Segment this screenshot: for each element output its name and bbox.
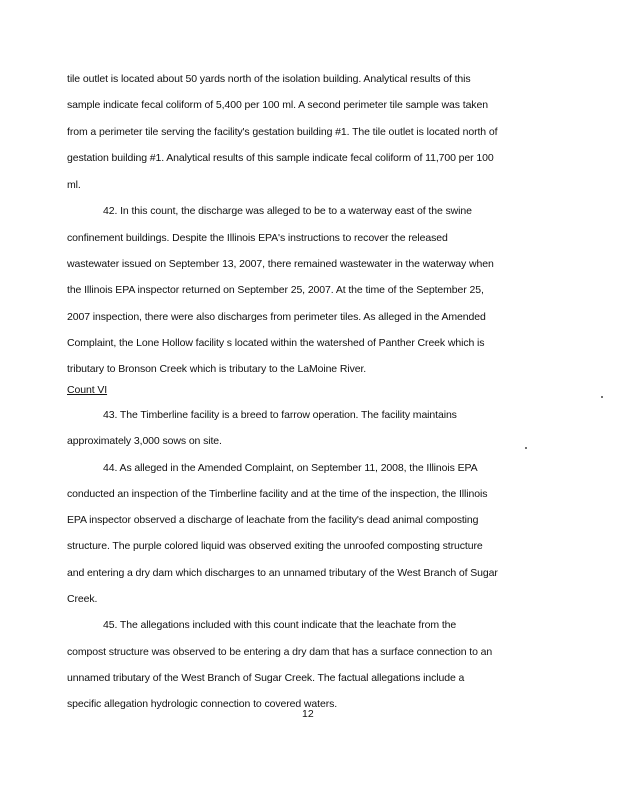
text-line: specific allegation hydrologic connection to covered waters. bbox=[67, 698, 338, 710]
scan-speck bbox=[601, 396, 603, 398]
paragraph-44-start: 44. As alleged in the Amended Complaint, on September 11, 2008, the Illinois EPA bbox=[103, 462, 478, 474]
text-line: the Illinois EPA inspector returned on September 25, 2007. At the time of the September 25, bbox=[67, 284, 484, 296]
text-line: and entering a dry dam which discharges to an unnamed tributary of the West Branch of Sugar bbox=[67, 567, 498, 579]
count-vi-heading: Count VI bbox=[67, 384, 108, 396]
text-line: tile outlet is located about 50 yards north of the isolation building. Analytical results of this bbox=[67, 73, 471, 85]
text-line: Creek. bbox=[67, 593, 98, 605]
text-line: tributary to Bronson Creek which is tributary to the LaMoine River. bbox=[67, 363, 367, 375]
text-line: conducted an inspection of the Timberline facility and at the time of the inspection, the Illinois bbox=[67, 488, 488, 500]
page-number: 12 bbox=[302, 708, 314, 720]
paragraph-43-start: 43. The Timberline facility is a breed to farrow operation. The facility maintains bbox=[103, 409, 457, 421]
text-line: gestation building #1. Analytical results of this sample indicate fecal coliform of 11,700 per 100 bbox=[67, 152, 494, 164]
text-line: Complaint, the Lone Hollow facility s located within the watershed of Panther Creek which is bbox=[67, 337, 485, 349]
text-line: compost structure was observed to be entering a dry dam that has a surface connection to an bbox=[67, 646, 493, 658]
paragraph-45-start: 45. The allegations included with this count indicate that the leachate from the bbox=[103, 619, 457, 631]
text-line: structure. The purple colored liquid was observed exiting the unroofed composting structure bbox=[67, 540, 483, 552]
text-line: wastewater issued on September 13, 2007, there remained wastewater in the waterway when bbox=[67, 258, 494, 270]
text-line: approximately 3,000 sows on site. bbox=[67, 435, 222, 447]
text-line: EPA inspector observed a discharge of leachate from the facility's dead animal composting bbox=[67, 514, 479, 526]
text-line: unnamed tributary of the West Branch of Sugar Creek. The factual allegations include a bbox=[67, 672, 465, 684]
scan-speck bbox=[525, 447, 527, 449]
text-line: ml. bbox=[67, 179, 81, 191]
paragraph-42-start: 42. In this count, the discharge was alleged to be to a waterway east of the swine bbox=[103, 205, 472, 217]
text-line: 2007 inspection, there were also discharges from perimeter tiles. As alleged in the Amended bbox=[67, 311, 486, 323]
text-line: from a perimeter tile serving the facility's gestation building #1. The tile outlet is located north of bbox=[67, 126, 498, 138]
text-line: confinement buildings. Despite the Illinois EPA's instructions to recover the released bbox=[67, 232, 448, 244]
text-line: sample indicate fecal coliform of 5,400 per 100 ml. A second perimeter tile sample was taken bbox=[67, 99, 488, 111]
